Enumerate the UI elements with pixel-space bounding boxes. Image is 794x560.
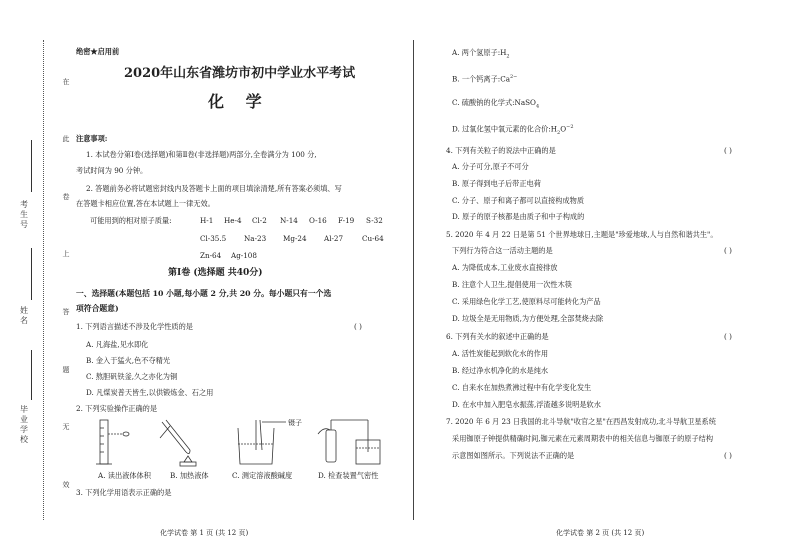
q6-option-c: C. 自来水在加热煮沸过程中有化学变化发生 [452,383,592,392]
q2-option-c: C. 测定溶液酸碱度 [232,471,293,480]
q3-option-a-text: A. 两个氢原子:H [452,48,507,57]
q4-option-b: B. 原子得到电子后带正电荷 [452,179,541,188]
page-divider [413,40,414,520]
answer-paren[interactable]: ( ) [724,332,732,341]
answer-paren[interactable]: ( ) [354,322,362,331]
q6-option-b: B. 经过净水机净化的水是纯水 [452,366,549,375]
q3-option-b-sup: 2− [510,74,518,80]
q2-tweezers-label: 镊子 [288,419,302,427]
q4-option-d: D. 原子的原子核都是由质子和中子构成的 [452,212,585,221]
q4-option-a: A. 分子可分,原子不可分 [452,162,529,171]
q5-stem: 5. 2020 年 4 月 22 日是第 51 个世界地球日,主题是"珍爱地球,人与自然和谐共生"。 [446,230,718,239]
q3-stem: 3. 下列化学用语表示正确的是 [76,488,172,497]
q6-option-d: D. 在水中加入肥皂水振荡,浮渣越多说明是软水 [452,400,601,409]
atomic-n: N-14 [280,216,298,225]
q3-option-d [452,123,574,138]
footer-page-1: 化学试卷 第 1 页 (共 12 页) [160,529,249,537]
q2-stem: 2. 下列实验操作正确的是 [76,404,158,413]
atomic-f: F-19 [338,216,355,225]
notice-title: 注意事项: [76,134,108,143]
notice-2: 2. 答题前务必将试题密封线内及答题卡上面的项目填涂清楚,所有答案必须填、写 [86,184,342,193]
footer-page-2: 化学试卷 第 2 页 (共 12 页) [556,529,645,537]
notice-1b: 考试时间为 90 分钟。 [76,166,148,175]
exam-number-label: 考生号 [20,200,28,229]
atomic-ag: Ag-108 [231,251,257,260]
seal-char: 卷 [62,193,70,201]
q3-option-c-sub: 4 [535,103,540,110]
subject-title: 化 学 [208,92,270,111]
q7-stem-b: 采用铷原子钟提供精确时间,铷元素在元素周期表中的相关信息与铷原子的原子结构 [452,434,714,443]
q3-option-b [452,73,517,83]
seal-char: 题 [62,366,70,374]
heating-tube-icon [160,420,196,466]
q5-stem-b: 下列行为符合这一活动主题的是 [452,246,553,255]
q5-option-b: B. 注意个人卫生,提倡使用一次性木筷 [452,280,572,289]
q2-option-a: A. 读出液体体积 [98,471,151,480]
ph-test-icon [238,420,286,464]
q3-option-b-text: B. 一个钙离子:Ca [452,74,510,84]
atomic-al: Al-27 [324,234,344,243]
part1-title: 第Ⅰ卷 (选择题 共40分) [168,268,263,278]
seal-char: 在 [62,78,70,86]
atomic-h: H-1 [200,216,214,225]
seal-char: 上 [62,250,70,258]
name-label: 姓名 [20,306,28,325]
q3-option-a-sub: 2 [506,53,510,60]
notice-1: 1. 本试卷分第Ⅰ卷(选择题)和第Ⅱ卷(非选择题)两部分,全卷满分为 100 分, [86,150,317,159]
q7-stem: 7. 2020 年 6 月 23 日我国的北斗导航"收官之星"在西昌发射成功,北斗导航卫星系统 [446,417,716,426]
atomic-zn: Zn-64 [200,251,222,260]
q5-option-d: D. 垃圾全是无用物质,为方便处理,全部焚烧去除 [452,314,604,323]
q3-option-a [452,48,510,61]
seal-char: 此 [62,135,70,143]
q3-option-d-text: D. 过氧化氢中氧元素的化合价:H [452,124,558,134]
exam-number-line[interactable] [31,140,32,192]
q7-stem-c: 示意图如图所示。下列说法不正确的是 [452,451,575,460]
seal-char: 答 [62,308,70,316]
q4-stem: 4. 下列有关粒子的说法中正确的是 [446,146,556,155]
answer-paren[interactable]: ( ) [724,146,732,155]
school-label: 毕业学校 [20,405,28,444]
answer-paren[interactable]: ( ) [724,451,732,460]
q3-option-d-sub: 2 [557,129,561,136]
secret-label: 绝密★启用前 [76,47,120,56]
q3-option-c-text: C. 硫酸钠的化学式:NaSO [452,98,536,107]
q2-option-b: B. 加热液体 [170,471,209,480]
exam-title: 2020年山东省潍坊市初中学业水平考试 [124,66,356,81]
atomic-o: O-16 [309,216,327,225]
q3-option-d-valence: −2 [566,124,574,130]
seal-char: 无 [62,423,70,431]
q4-option-c: C. 分子、原子和离子都可以直接构成物质 [452,196,585,205]
q2-option-d: D. 检查装置气密性 [318,471,379,480]
q1-stem: 1. 下列语言描述不涉及化学性质的是 [76,322,193,331]
atomic-s: S-32 [366,216,383,225]
atomic-cl: Cl-35.5 [200,234,227,243]
q2-figures [90,416,390,470]
section1-heading: 一、选择题(本题包括 10 小题,每小题 2 分,共 20 分。每小题只有一个选 [76,289,332,298]
atomic-intro: 可能用到的相对原子质量: [90,216,172,225]
atomic-na: Na-23 [244,234,267,243]
airtight-check-icon [318,420,380,464]
q6-option-a: A. 活性炭能起到软化水的作用 [452,349,549,358]
measuring-cylinder-icon [96,420,129,464]
answer-paren[interactable]: ( ) [724,246,732,255]
atomic-cl2: Cl-2 [252,216,267,225]
q1-option-a: A. 凡海盐,见水即化 [86,340,149,349]
notice-2b: 在答题卡相应位置,答在本试题上一律无效。 [76,199,215,208]
section1-heading-b: 项符合题意) [76,304,119,313]
name-line[interactable] [31,248,32,300]
q1-option-b: B. 金入于猛火,色不夺精光 [86,356,171,365]
atomic-mg: Mg-24 [283,234,307,243]
seal-char: 效 [62,481,70,489]
q5-option-c: C. 采用绿色化学工艺,使原料尽可能转化为产品 [452,297,601,306]
q5-option-a: A. 为降低成本,工业废水直接排放 [452,263,558,272]
q3-option-c [452,98,539,111]
atomic-cu: Cu-64 [362,234,384,243]
seal-dotted-line [43,40,44,520]
q1-option-c: C. 熬胆矾铁釜,久之亦化为铜 [86,372,178,381]
school-line[interactable] [31,350,32,400]
q3-option-d-o: O [560,124,567,134]
q1-option-d: D. 凡煤炭普天皆生,以供锻炼金、石之用 [86,388,214,397]
atomic-he: He-4 [224,216,242,225]
q6-stem: 6. 下列有关水的叙述中正确的是 [446,332,549,341]
